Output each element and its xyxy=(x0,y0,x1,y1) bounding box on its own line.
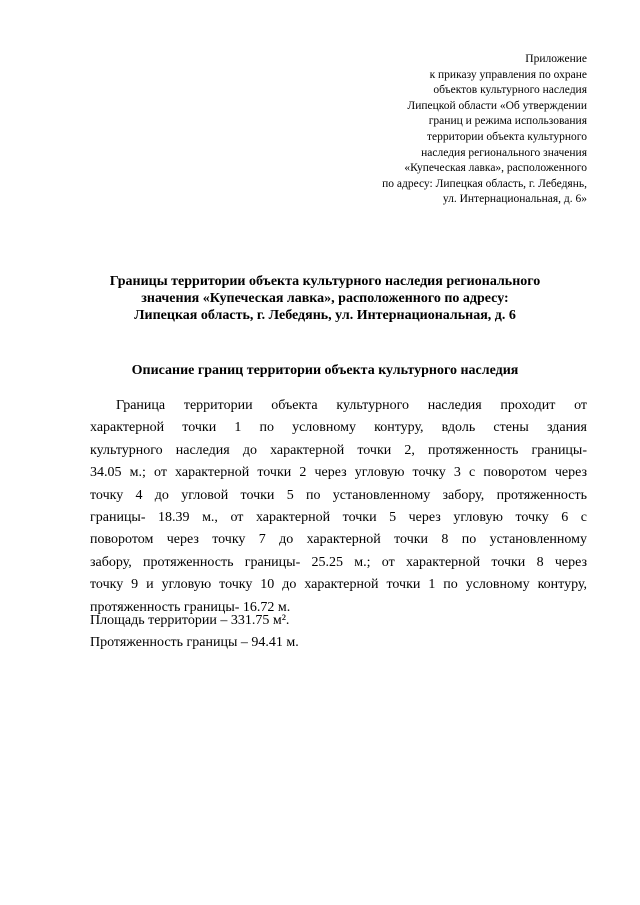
description-line: точку 4 до угловой точки 5 по установленному забору, протяженность xyxy=(90,487,587,503)
description-line: культурного наследия до характерной точки 2, протяженность границы- xyxy=(90,442,587,458)
appendix-line: Липецкой области «Об утверждении xyxy=(407,99,587,112)
description-line: Граница территории объекта культурного наследия проходит от xyxy=(116,398,587,413)
document-title-line: Липецкая область, г. Лебедянь, ул. Интернациональная, д. 6 xyxy=(134,308,516,323)
document-title-line: значения «Купеческая лавка», расположенного по адресу: xyxy=(141,291,509,306)
appendix-header xyxy=(287,52,587,208)
appendix-line: по адресу: Липецкая область, г. Лебедянь, xyxy=(382,177,587,190)
description-line: 34.05 м.; от характерной точки 2 через угловую точку 3 с поворотом через xyxy=(90,465,587,481)
appendix-line: «Купеческая лавка», расположенного xyxy=(404,162,587,175)
appendix-line: Приложение xyxy=(525,53,587,65)
document-title-line: Границы территории объекта культурного наследия регионального xyxy=(109,274,541,289)
territory-area: Площадь территории – 331.75 м². xyxy=(90,613,290,628)
summary-block xyxy=(90,610,587,655)
document-title xyxy=(60,273,590,324)
appendix-line: объектов культурного наследия xyxy=(433,84,587,97)
appendix-line: наследия регионального значения xyxy=(421,146,587,159)
description-line: поворотом через точку 7 до характерной точки 8 по установленному xyxy=(90,532,587,548)
appendix-line: к приказу управления по охране xyxy=(429,68,587,81)
section-heading: Описание границ территории объекта культурного наследия xyxy=(131,363,519,378)
description-line: характерной точки 1 по условному контуру, вдоль стены здания xyxy=(90,420,587,436)
description-line: протяженность границы- 16.72 м. xyxy=(90,599,291,615)
boundary-description xyxy=(90,395,587,619)
appendix-line: ул. Интернациональная, д. 6» xyxy=(442,193,587,206)
description-line: точку 9 и угловую точку 10 до характерной точки 1 по условному контуру, xyxy=(90,577,587,593)
description-line: границы- 18.39 м., от характерной точки 5 через угловую точку 6 с xyxy=(90,509,587,525)
description-line: забору, протяженность границы- 25.25 м.; от характерной точки 8 через xyxy=(90,554,587,570)
appendix-line: территории объекта культурного xyxy=(427,130,587,143)
appendix-line: границ и режима использования xyxy=(428,115,587,128)
boundary-length: Протяженность границы – 94.41 м. xyxy=(90,635,299,651)
